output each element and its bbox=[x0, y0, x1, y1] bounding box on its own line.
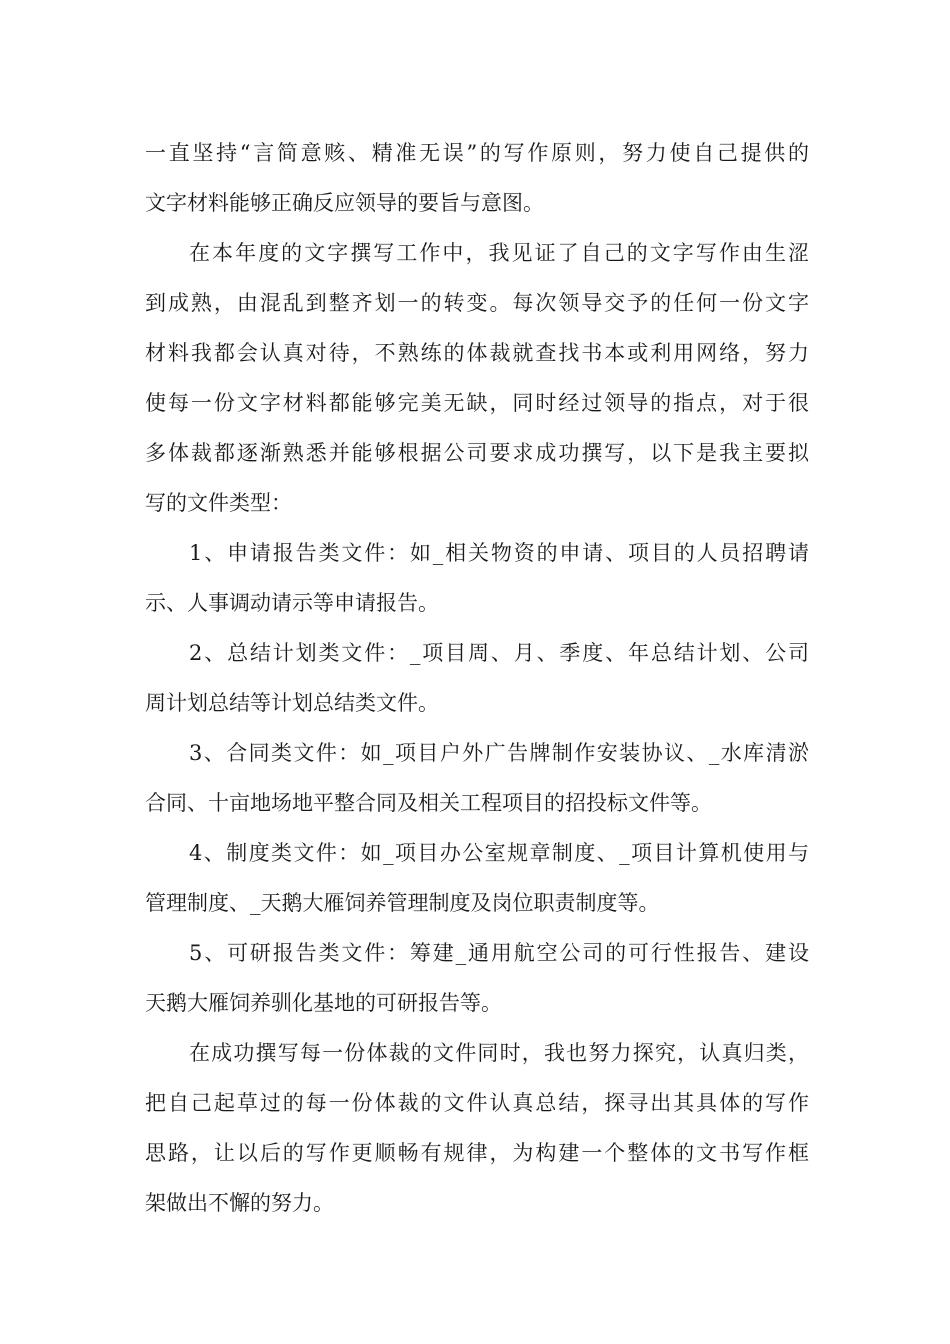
paragraph-line: 文字材料能够正确反应领导的要旨与意图。 bbox=[145, 191, 544, 215]
paragraph-line: 周计划总结等计划总结类文件。 bbox=[145, 691, 439, 715]
list-item-regulations bbox=[145, 828, 809, 928]
paragraph-line: 管理制度、_天鹅大雁饲养管理制度及岗位职责制度等。 bbox=[145, 891, 660, 915]
paragraph-line: 使每一份文字材料都能够完美无缺，同时经过领导的指点，对于很 bbox=[145, 391, 809, 415]
paragraph-line: 把自己起草过的每一份体裁的文件认真总结，探寻出其具体的写作 bbox=[145, 1091, 809, 1115]
paragraph-line: 一直坚持“言简意赅、精准无误”的写作原则，努力使自己提供的 bbox=[145, 141, 809, 165]
paragraph-line: 合同、十亩地场地平整合同及相关工程项目的招投标文件等。 bbox=[145, 791, 712, 815]
paragraph-line: 1、申请报告类文件：如_相关物资的申请、项目的人员招聘请 bbox=[189, 541, 809, 565]
list-item-application-reports bbox=[145, 528, 809, 628]
paragraph-line: 架做出不懈的努力。 bbox=[145, 1191, 334, 1215]
list-item-summary-plans bbox=[145, 628, 809, 728]
document-body bbox=[145, 128, 809, 1228]
paragraph-line: 3、合同类文件：如_项目户外广告牌制作安装协议、_水库清淤 bbox=[189, 741, 809, 765]
paragraph-line: 在本年度的文字撰写工作中，我见证了自己的文字写作由生涩 bbox=[189, 241, 809, 265]
paragraph-line: 材料我都会认真对待，不熟练的体裁就查找书本或利用网络，努力 bbox=[145, 341, 809, 365]
paragraph-line: 示、人事调动请示等申请报告。 bbox=[145, 591, 439, 615]
paragraph-line: 天鹅大雁饲养驯化基地的可研报告等。 bbox=[145, 991, 502, 1015]
list-item-contracts bbox=[145, 728, 809, 828]
paragraph-line: 5、可研报告类文件：筹建_通用航空公司的可行性报告、建设 bbox=[189, 941, 809, 965]
paragraph-line: 在成功撰写每一份体裁的文件同时，我也努力探究，认真归类， bbox=[189, 1041, 809, 1065]
paragraph-line: 写的文件类型： bbox=[145, 491, 292, 515]
paragraph-conclusion bbox=[145, 1028, 809, 1228]
list-item-feasibility-reports bbox=[145, 928, 809, 1028]
paragraph-line: 4、制度类文件：如_项目办公室规章制度、_项目计算机使用与 bbox=[189, 841, 809, 865]
paragraph-annual-writing bbox=[145, 228, 809, 528]
paragraph-line: 多体裁都逐渐熟悉并能够根据公司要求成功撰写，以下是我主要拟 bbox=[145, 441, 809, 465]
paragraph-line: 思路，让以后的写作更顺畅有规律，为构建一个整体的文书写作框 bbox=[145, 1141, 809, 1165]
paragraph-line: 到成熟，由混乱到整齐划一的转变。每次领导交予的任何一份文字 bbox=[145, 291, 809, 315]
paragraph-writing-principle bbox=[145, 128, 809, 228]
paragraph-line: 2、总结计划类文件：_项目周、月、季度、年总结计划、公司 bbox=[189, 641, 809, 665]
